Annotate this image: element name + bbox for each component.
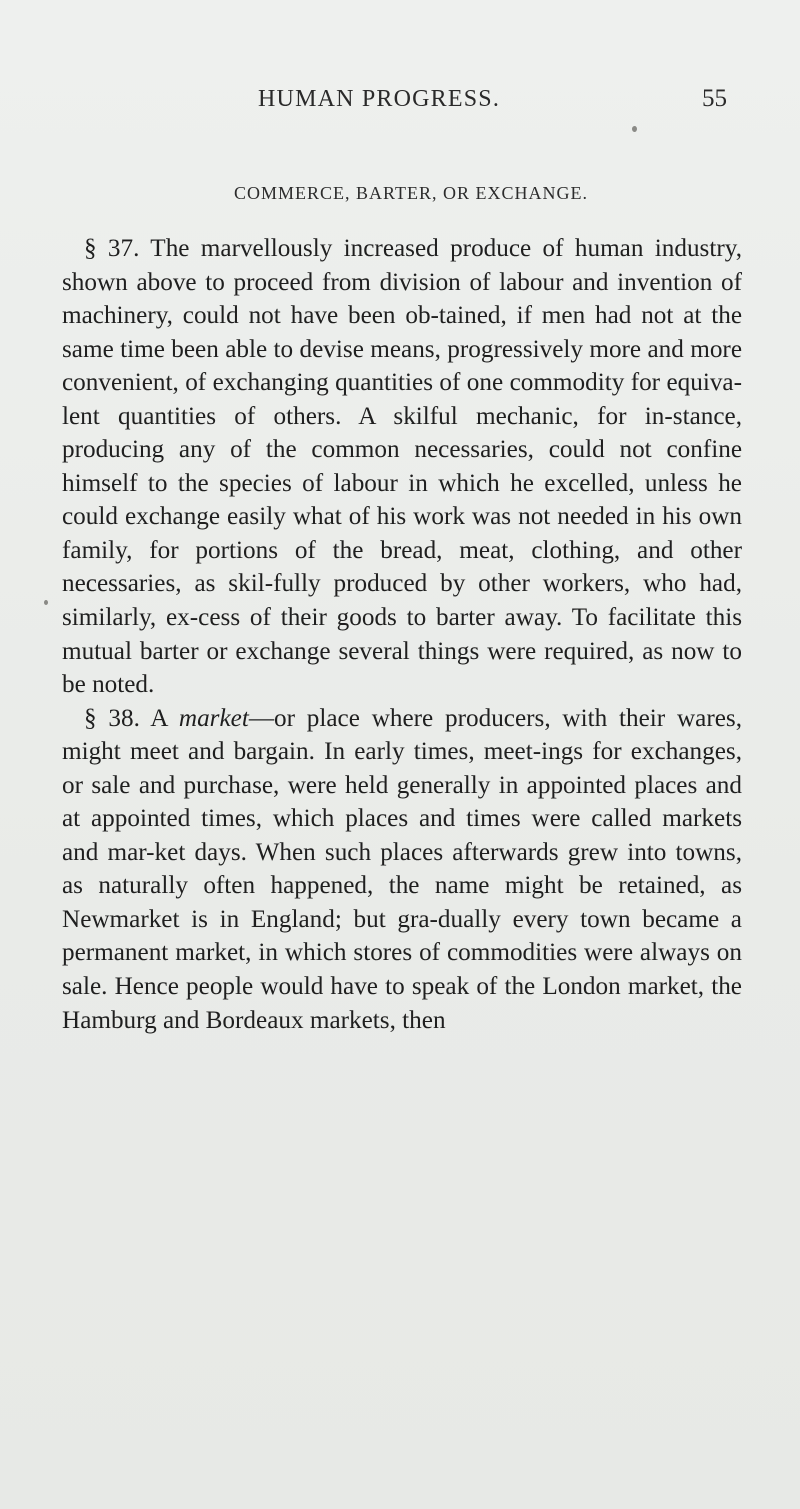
paper-speck bbox=[632, 126, 637, 132]
section-heading: COMMERCE, BARTER, OR EXCHANGE. bbox=[234, 183, 588, 203]
paragraph-38 bbox=[62, 702, 742, 1037]
body-text bbox=[62, 232, 742, 1037]
paragraph-38-text: —or place where producers, with their wares, might meet and bargain. In early times, meet-ings for exchanges, or sale and purchase, were held generally in appointed places and at appointed times, which places and times were called markets and mar-ket days. When such places afterwards grew into towns, as naturally often happened, the name might be retained, as Newmarket is in England; but gra-dually every town became a permanent market, in which stores of commodities were always on sale. Hence people would have to speak of the London market, the Hamburg and Bordeaux markets, then bbox=[62, 704, 742, 1034]
paragraph-38-term: market bbox=[178, 704, 249, 732]
paper-speck bbox=[44, 600, 48, 605]
running-head bbox=[0, 79, 800, 119]
paragraph-38-lead: § 38. A bbox=[84, 704, 179, 732]
running-head-title: HUMAN PROGRESS. bbox=[258, 86, 501, 112]
paragraph-37: § 37. The marvellously increased produce of human industry, shown above to proceed from division of labour and invention of machinery, could not have been ob-tained, if men had not at the same time been able to devise means, progressively more and more convenient, of exchanging quantities of one commodity for equiva-lent quantities of others. A skilful mechanic, for in-stance, producing any of the common necessaries, could not confine himself to the species of labour in which he excelled, unless he could exchange easily what of his work was not needed in his own family, for portions of the bread, meat, clothing, and other necessaries, as skil-fully produced by other workers, who had, similarly, ex-cess of their goods to barter away. To facilitate this mutual barter or exchange several things were required, as now to be noted. bbox=[62, 235, 742, 699]
page-number: 55 bbox=[702, 85, 727, 112]
